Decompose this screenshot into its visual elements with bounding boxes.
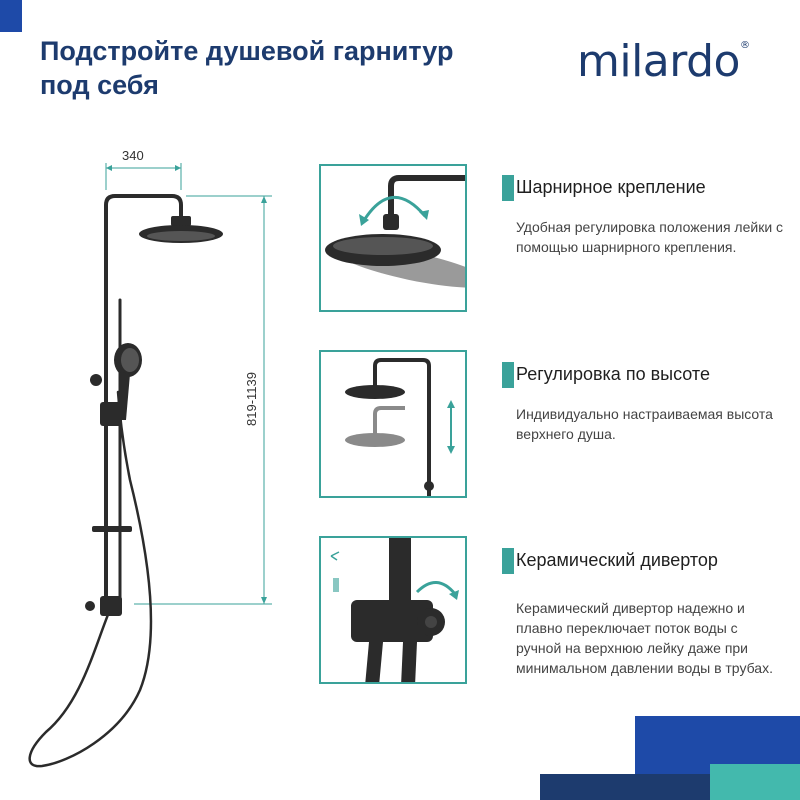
height-adjustment-illustration [321, 352, 467, 498]
feature-title-swivel: Шарнирное крепление [502, 177, 792, 198]
ceramic-diverter-illustration [321, 538, 467, 684]
corner-accent-bottom-right [540, 716, 800, 800]
page-title: Подстройте душевой гарнитур под себя [40, 36, 454, 100]
swivel-joint-illustration [321, 166, 467, 312]
shower-fixture [30, 196, 181, 766]
feature-image-ceramic-diverter [319, 536, 467, 684]
rain-shower-head [139, 216, 223, 243]
registered-mark: ® [739, 40, 750, 51]
feature-description-diverter: Керамический дивертор надежно и плавно переключает поток воды с ручной на верхнюю лейку даже при минимальном давлении воды в трубах. [516, 600, 773, 676]
feature-description-height: Индивидуально настраиваемая высота верхнего душа. [516, 406, 773, 442]
brand-name: milardo [577, 36, 740, 87]
feature-image-height-adjustment [319, 350, 467, 498]
feature-title-diverter: Керамический дивертор [502, 550, 792, 571]
width-label: 340 [122, 148, 144, 163]
feature-image-swivel-joint [319, 164, 467, 312]
width-dimension [106, 163, 181, 190]
feature-description-swivel: Удобная регулировка положения лейки с помощью шарнирного крепления. [516, 219, 784, 255]
height-label: 819-1139 [244, 372, 259, 426]
feature-title-height: Регулировка по высоте [502, 364, 792, 385]
